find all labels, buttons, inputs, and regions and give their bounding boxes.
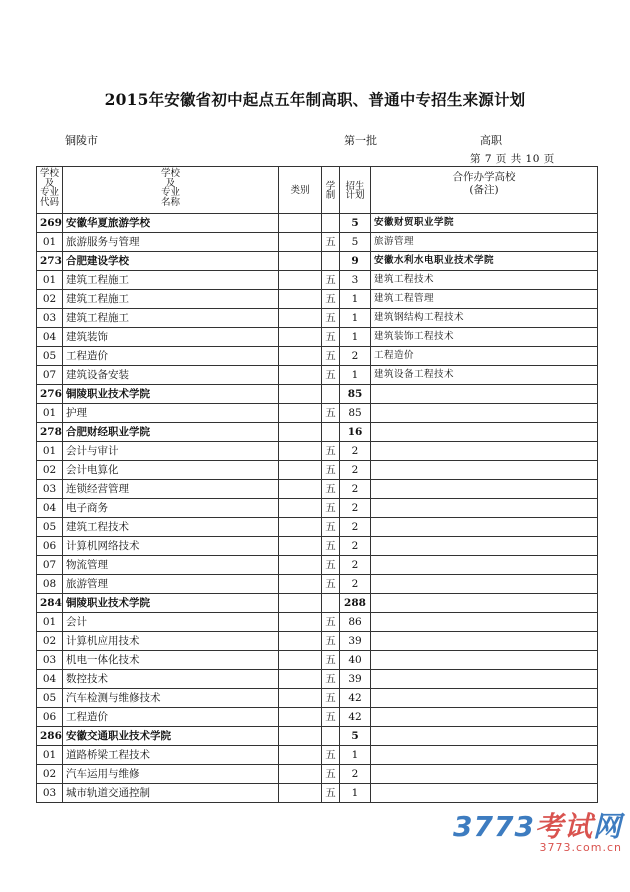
major-row [37,480,598,499]
row-category [279,765,322,784]
major-row [37,309,598,328]
row-code: 08 [37,575,63,594]
row-length: 五 [322,461,340,480]
major-row [37,613,598,632]
page-info: 第 7 页 共 10 页 [470,153,555,165]
row-code: 03 [37,309,63,328]
row-code: 01 [37,746,63,765]
major-row [37,651,598,670]
row-length: 五 [322,632,340,651]
watermark-logo: 3773考试网 [453,810,622,843]
row-coop-school [371,689,598,708]
major-row [37,290,598,309]
row-length: 五 [322,708,340,727]
row-length: 五 [322,651,340,670]
row-length [322,423,340,442]
row-length: 五 [322,613,340,632]
school-row [37,252,598,271]
major-row [37,670,598,689]
major-row [37,518,598,537]
row-length: 五 [322,765,340,784]
row-code: 05 [37,518,63,537]
row-name: 建筑工程施工 [63,309,279,328]
row-coop-school: 建筑工程管理 [371,290,598,309]
row-name: 道路桥梁工程技术 [63,746,279,765]
table-body [37,214,598,803]
row-coop-school: 工程造价 [371,347,598,366]
row-code: 276 [37,385,63,404]
school-row [37,214,598,233]
row-length: 五 [322,442,340,461]
row-name: 旅游管理 [63,575,279,594]
row-category [279,518,322,537]
row-category [279,537,322,556]
row-code: 01 [37,442,63,461]
header-category: 类别 [279,167,322,214]
row-length: 五 [322,233,340,252]
row-length: 五 [322,537,340,556]
row-code: 04 [37,499,63,518]
batch-label: 第一批 [344,134,377,147]
row-coop-school: 旅游管理 [371,233,598,252]
level-label: 高职 [480,134,502,147]
row-category [279,784,322,803]
row-plan-count: 16 [340,423,371,442]
row-length: 五 [322,670,340,689]
row-length: 五 [322,309,340,328]
row-code: 01 [37,404,63,423]
row-name: 连锁经营管理 [63,480,279,499]
row-length: 五 [322,347,340,366]
row-code: 273 [37,252,63,271]
row-plan-count: 42 [340,689,371,708]
row-plan-count: 9 [340,252,371,271]
row-category [279,689,322,708]
row-plan-count: 2 [340,765,371,784]
major-row [37,556,598,575]
row-length: 五 [322,689,340,708]
row-plan-count: 85 [340,404,371,423]
row-coop-school [371,404,598,423]
row-length: 五 [322,556,340,575]
header-coop: 合作办学高校 (备注) [371,167,598,214]
major-row [37,708,598,727]
row-category [279,309,322,328]
row-code: 286 [37,727,63,746]
row-name: 铜陵职业技术学院 [63,594,279,613]
row-code: 05 [37,689,63,708]
row-name: 会计电算化 [63,461,279,480]
row-code: 278 [37,423,63,442]
row-category [279,252,322,271]
row-coop-school [371,784,598,803]
row-plan-count: 5 [340,233,371,252]
row-plan-count: 39 [340,632,371,651]
major-row [37,233,598,252]
row-length: 五 [322,271,340,290]
row-category [279,404,322,423]
row-plan-count: 288 [340,594,371,613]
row-coop-school [371,651,598,670]
row-name: 建筑工程施工 [63,290,279,309]
row-coop-school [371,727,598,746]
row-length: 五 [322,746,340,765]
row-coop-school [371,556,598,575]
row-code: 07 [37,556,63,575]
row-plan-count: 86 [340,613,371,632]
row-name: 工程造价 [63,347,279,366]
row-category [279,480,322,499]
row-code: 05 [37,347,63,366]
row-coop-school: 建筑设备工程技术 [371,366,598,385]
row-category [279,670,322,689]
row-coop-school [371,765,598,784]
row-plan-count: 2 [340,347,371,366]
school-row [37,727,598,746]
row-length: 五 [322,366,340,385]
row-code: 04 [37,670,63,689]
table-header-row [37,167,598,214]
major-row [37,347,598,366]
major-row [37,632,598,651]
row-category [279,575,322,594]
row-plan-count: 1 [340,309,371,328]
row-name: 工程造价 [63,708,279,727]
major-row [37,575,598,594]
row-category [279,442,322,461]
major-row [37,271,598,290]
major-row [37,537,598,556]
row-category [279,613,322,632]
major-row [37,404,598,423]
major-row [37,366,598,385]
row-length: 五 [322,575,340,594]
row-length [322,214,340,233]
major-row [37,765,598,784]
row-length: 五 [322,784,340,803]
row-code: 07 [37,366,63,385]
row-name: 合肥财经职业学院 [63,423,279,442]
row-name: 会计与审计 [63,442,279,461]
row-coop-school [371,537,598,556]
row-coop-school [371,499,598,518]
row-category [279,385,322,404]
row-category [279,214,322,233]
row-plan-count: 2 [340,461,371,480]
row-code: 01 [37,271,63,290]
row-name: 电子商务 [63,499,279,518]
row-category [279,746,322,765]
row-plan-count: 5 [340,727,371,746]
enrollment-plan-table [36,166,598,803]
row-coop-school [371,461,598,480]
header-length: 学制 [322,167,340,214]
row-category [279,556,322,575]
row-plan-count: 1 [340,366,371,385]
row-plan-count: 3 [340,271,371,290]
row-name: 安徽交通职业技术学院 [63,727,279,746]
row-plan-count: 2 [340,480,371,499]
row-category [279,423,322,442]
row-coop-school [371,575,598,594]
row-coop-school [371,708,598,727]
row-plan-count: 42 [340,708,371,727]
row-code: 03 [37,784,63,803]
row-name: 建筑工程施工 [63,271,279,290]
row-plan-count: 5 [340,214,371,233]
watermark-url: 3773.com.cn [539,841,622,854]
header-plan: 招生计划 [340,167,371,214]
row-code: 03 [37,651,63,670]
row-plan-count: 1 [340,290,371,309]
row-name: 建筑装饰 [63,328,279,347]
row-category [279,461,322,480]
row-category [279,328,322,347]
row-name: 机电一体化技术 [63,651,279,670]
row-name: 建筑工程技术 [63,518,279,537]
row-name: 计算机应用技术 [63,632,279,651]
major-row [37,784,598,803]
row-name: 旅游服务与管理 [63,233,279,252]
row-name: 合肥建设学校 [63,252,279,271]
row-length: 五 [322,328,340,347]
row-code: 02 [37,290,63,309]
row-plan-count: 1 [340,328,371,347]
row-category [279,233,322,252]
row-name: 城市轨道交通控制 [63,784,279,803]
row-length: 五 [322,518,340,537]
row-length: 五 [322,404,340,423]
major-row [37,746,598,765]
row-category [279,651,322,670]
row-name: 计算机网络技术 [63,537,279,556]
row-length: 五 [322,499,340,518]
row-category [279,632,322,651]
major-row [37,461,598,480]
row-name: 汽车检测与维修技术 [63,689,279,708]
row-coop-school: 建筑工程技术 [371,271,598,290]
row-name: 数控技术 [63,670,279,689]
document-title: 2015年安徽省初中起点五年制高职、普通中专招生来源计划 [104,90,526,109]
row-plan-count: 2 [340,556,371,575]
row-code: 06 [37,708,63,727]
major-row [37,328,598,347]
row-coop-school [371,670,598,689]
row-plan-count: 2 [340,575,371,594]
row-plan-count: 2 [340,537,371,556]
row-coop-school: 安徽水利水电职业技术学院 [371,252,598,271]
row-name: 安徽华夏旅游学校 [63,214,279,233]
row-category [279,499,322,518]
row-category [279,366,322,385]
row-plan-count: 2 [340,518,371,537]
row-category [279,347,322,366]
row-coop-school [371,480,598,499]
row-length: 五 [322,480,340,499]
row-category [279,290,322,309]
major-row [37,499,598,518]
row-coop-school: 安徽财贸职业学院 [371,214,598,233]
row-length [322,385,340,404]
row-coop-school: 建筑装饰工程技术 [371,328,598,347]
row-coop-school [371,746,598,765]
row-name: 会计 [63,613,279,632]
row-plan-count: 40 [340,651,371,670]
header-name: 学校 及 专业 名称 [63,167,279,214]
row-length: 五 [322,290,340,309]
city-label: 铜陵市 [65,134,98,147]
row-coop-school [371,594,598,613]
row-coop-school [371,442,598,461]
row-code: 06 [37,537,63,556]
school-row [37,594,598,613]
row-coop-school [371,423,598,442]
row-code: 01 [37,613,63,632]
row-code: 02 [37,632,63,651]
row-plan-count: 2 [340,499,371,518]
major-row [37,689,598,708]
school-row [37,385,598,404]
row-code: 01 [37,233,63,252]
row-length [322,252,340,271]
major-row [37,442,598,461]
row-name: 护理 [63,404,279,423]
row-code: 03 [37,480,63,499]
row-coop-school: 建筑钢结构工程技术 [371,309,598,328]
row-code: 02 [37,461,63,480]
row-code: 04 [37,328,63,347]
row-plan-count: 1 [340,746,371,765]
site-watermark [453,805,622,854]
row-category [279,727,322,746]
row-length [322,594,340,613]
row-plan-count: 2 [340,442,371,461]
row-category [279,271,322,290]
row-code: 02 [37,765,63,784]
row-name: 铜陵职业技术学院 [63,385,279,404]
row-coop-school [371,385,598,404]
row-coop-school [371,632,598,651]
row-name: 汽车运用与维修 [63,765,279,784]
row-category [279,594,322,613]
row-coop-school [371,518,598,537]
row-length [322,727,340,746]
row-coop-school [371,613,598,632]
row-plan-count: 1 [340,784,371,803]
row-category [279,708,322,727]
row-plan-count: 85 [340,385,371,404]
school-row [37,423,598,442]
row-name: 建筑设备安装 [63,366,279,385]
row-code: 284 [37,594,63,613]
header-code: 学校 及 专业 代码 [37,167,63,214]
row-code: 269 [37,214,63,233]
row-name: 物流管理 [63,556,279,575]
row-plan-count: 39 [340,670,371,689]
